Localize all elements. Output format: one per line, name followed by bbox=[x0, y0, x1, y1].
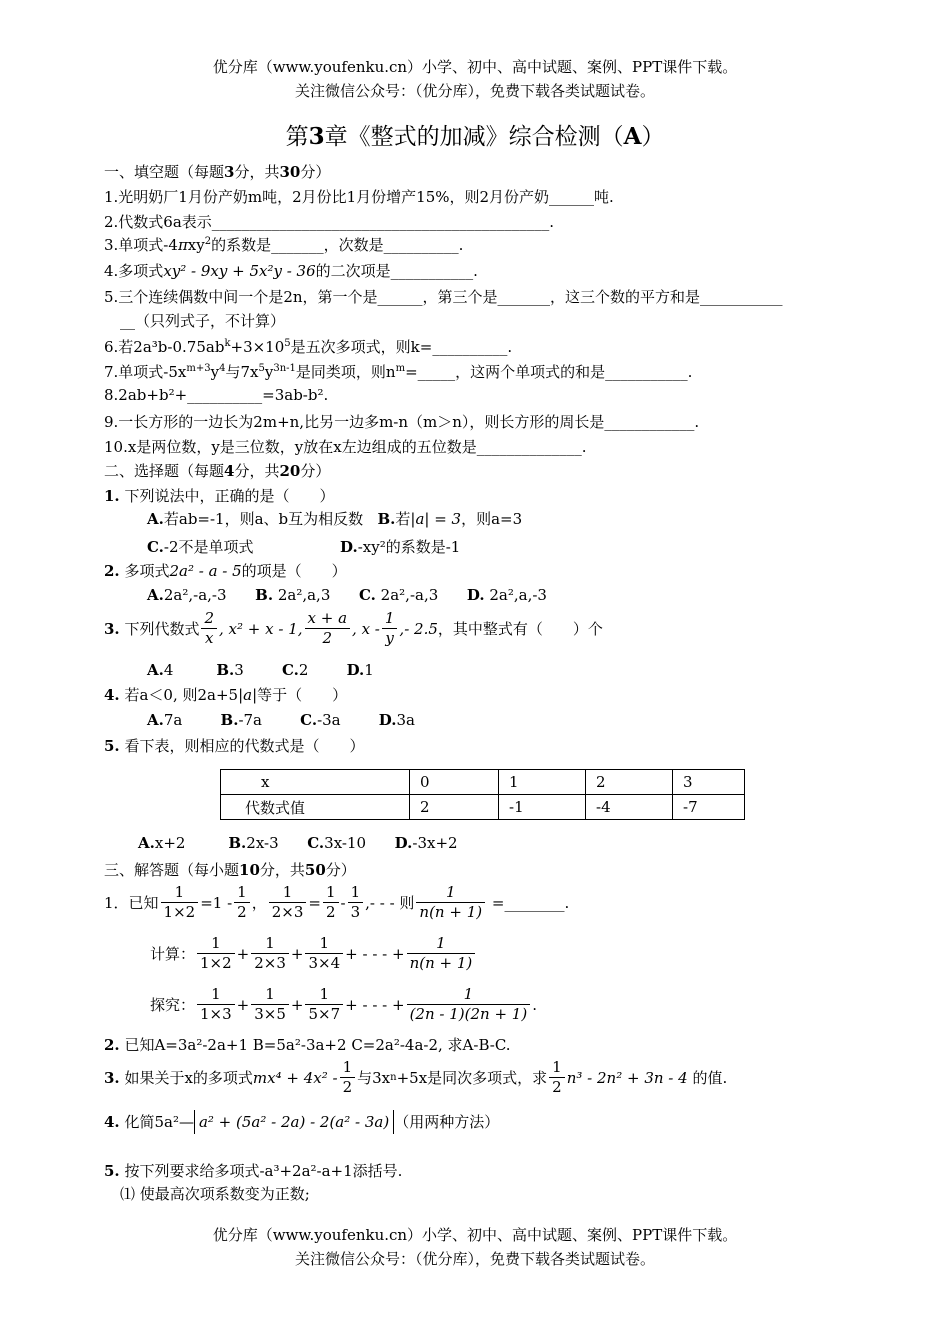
fill-q9: 9.一长方形的一边长为2m+n,比另一边多m-n（m＞n），则长方形的周长是____________. bbox=[104, 413, 700, 431]
choice-q4: 4. 若a＜0, 则2a+5|a|等于（ ） bbox=[104, 686, 348, 704]
table-cell: 2 bbox=[586, 770, 673, 795]
fill-q7: 7.单项式$-5x^{m+3}y^4$与$7x^5y^{3n-1}$是同类项，则$n^m=\_\_\_\_\_$，这两个单项式的和是___________. bbox=[104, 363, 693, 381]
fill-q1: 1.光明奶厂1月份产奶m吨，2月份比1月份增产15%，则2月份产奶______吨. bbox=[104, 188, 614, 206]
fill-q6: 6.若$2a^3b-0.75ab^k+3\times 10^5$是五次多项式，则k=__________. bbox=[104, 338, 513, 356]
choice-q4-opts: A.7a B.-7a C.-3a D.3a bbox=[147, 711, 415, 729]
fill-q8: 8.2ab+b²+__________=3ab-b². bbox=[104, 386, 329, 404]
section-3-heading: 三、解答题（每小题10分，共50分） bbox=[104, 861, 356, 879]
solve-q3: 3. 如果关于x的多项式 mx⁴ + 4x² - $\frac{1}{2}$ 与3x n +5x是同次多项式，求 $\frac{1}{2}$ n³ - 2n² + 3n - 4 的值. bbox=[104, 1058, 728, 1096]
fill-q5: 5.三个连续偶数中间一个是2n，第一个是______，第三个是_______，这三个数的平方和是___________ bbox=[104, 288, 783, 306]
choice-q3-opts: A.4 B.3 C.2 D.1 bbox=[147, 661, 374, 679]
solve-q1-calc: 计算： $\frac{1}{1\times 2}$ + $\frac{1}{2\times 3}$ + $\frac{1}{3\times 4}$ + - - - + $\frac{1}{n(n + 1)}$ bbox=[150, 934, 477, 973]
table-header-cell: x bbox=[221, 770, 410, 795]
choice-q2-opts: A.2a²,-a,-3 B. 2a²,a,3 C. 2a²,-a,3 D. 2a²,a,-3 bbox=[147, 586, 547, 604]
values-table bbox=[220, 769, 745, 820]
solve-q2: 2. 已知A=3a²-2a+1 B=5a²-3a+2 C=2a²-4a-2, 求A-B-C. bbox=[104, 1036, 511, 1054]
choice-q3: 3. 下列代数式 $\frac{2}{x}$ , x² + x - 1, $\frac{x + a}{2}$ , x - $\frac{1}{y}$ ,- 2.5 ，其中整式有（ ）个 bbox=[104, 609, 603, 647]
table-header-cell: 代数式值 bbox=[221, 795, 410, 820]
fill-q3: 3.单项式-4πxy$^2$的系数是_______，次数是__________. bbox=[104, 236, 464, 254]
header-line-1: 优分库（www.youfenku.cn）小学、初中、高中试题、案例、PPT课件下载。 bbox=[212, 58, 738, 76]
solve-q5-part1: ⑴ 使最高次项系数变为正数; bbox=[120, 1185, 310, 1203]
choice-q5: 5. 看下表，则相应的代数式是（ ） bbox=[104, 737, 365, 755]
table-cell: 3 bbox=[673, 770, 745, 795]
table-row bbox=[221, 795, 745, 820]
choice-q1-opt-d: D.-xy²的系数是-1 bbox=[340, 538, 461, 556]
table-row bbox=[221, 770, 745, 795]
fill-q10: 10.x是两位数，y是三位数，y放在x左边组成的五位数是______________. bbox=[104, 438, 587, 456]
footer-line-1: 优分库（www.youfenku.cn）小学、初中、高中试题、案例、PPT课件下载。 bbox=[212, 1226, 738, 1244]
choice-q2: 2. 多项式2a² - a - 5的项是（ ） bbox=[104, 562, 347, 580]
table-cell: -4 bbox=[586, 795, 673, 820]
section-2-heading: 二、选择题（每题4分，共20分） bbox=[104, 462, 331, 480]
table-cell: 1 bbox=[499, 770, 586, 795]
footer-line-2: 关注微信公众号：（优分库），免费下载各类试题试卷。 bbox=[294, 1250, 655, 1268]
choice-q5-opts: A.x+2 B.2x-3 C.3x-10 D.-3x+2 bbox=[138, 834, 458, 852]
table-cell: 0 bbox=[410, 770, 499, 795]
solve-q5: 5. 按下列要求给多项式-a³+2a²-a+1添括号. bbox=[104, 1162, 403, 1180]
solve-q4: 4. 化简5a²— a² + (5a² - 2a) - 2(a² - 3a) （用两种方法） bbox=[104, 1111, 499, 1132]
table-cell: 2 bbox=[410, 795, 499, 820]
fill-q2: 2.代数式6a表示_____________________________________________. bbox=[104, 213, 555, 231]
fill-q4: 4.多项式xy² - 9xy + 5x²y - 36的二次项是___________. bbox=[104, 262, 478, 280]
table-cell: -1 bbox=[499, 795, 586, 820]
polynomial-expression: xy² - 9xy + 5x²y - 36 bbox=[163, 262, 316, 280]
choice-q1-row2: C.-2不是单项式 bbox=[147, 538, 254, 556]
choice-q1: 1. 下列说法中，正确的是（ ） bbox=[104, 487, 335, 505]
table-cell: -7 bbox=[673, 795, 745, 820]
solve-q1-explore: 探究： $\frac{1}{1\times 3}$ + $\frac{1}{3\times 5}$ + $\frac{1}{5\times 7}$ + - - - + $\frac{1}{(2n - 1)(2n + 1)}$ . bbox=[150, 985, 537, 1023]
page-title: 第3章《整式的加减》综合检测（A） bbox=[285, 123, 665, 150]
header-line-2: 关注微信公众号：（优分库），免费下载各类试题试卷。 bbox=[294, 82, 655, 100]
section-1-heading: 一、填空题（每题3分，共30分） bbox=[104, 163, 331, 181]
solve-q1: 1．已知 $\frac{1}{1\times 2}$ =1 - $\frac{1}{2}$ ， $\frac{1}{2\times 3}$ = $\frac{1}{2}$ - $\frac{1}{3}$ ,- - - 则 $\frac{1}{n(n + 1)}$ =________. bbox=[104, 883, 570, 921]
choice-q1-row1: A.若ab=-1，则a、b互为相反数 B.若|a| = 3，则a=3 bbox=[147, 510, 523, 528]
fill-q5-cont: __（只列式子，不计算） bbox=[120, 312, 286, 330]
